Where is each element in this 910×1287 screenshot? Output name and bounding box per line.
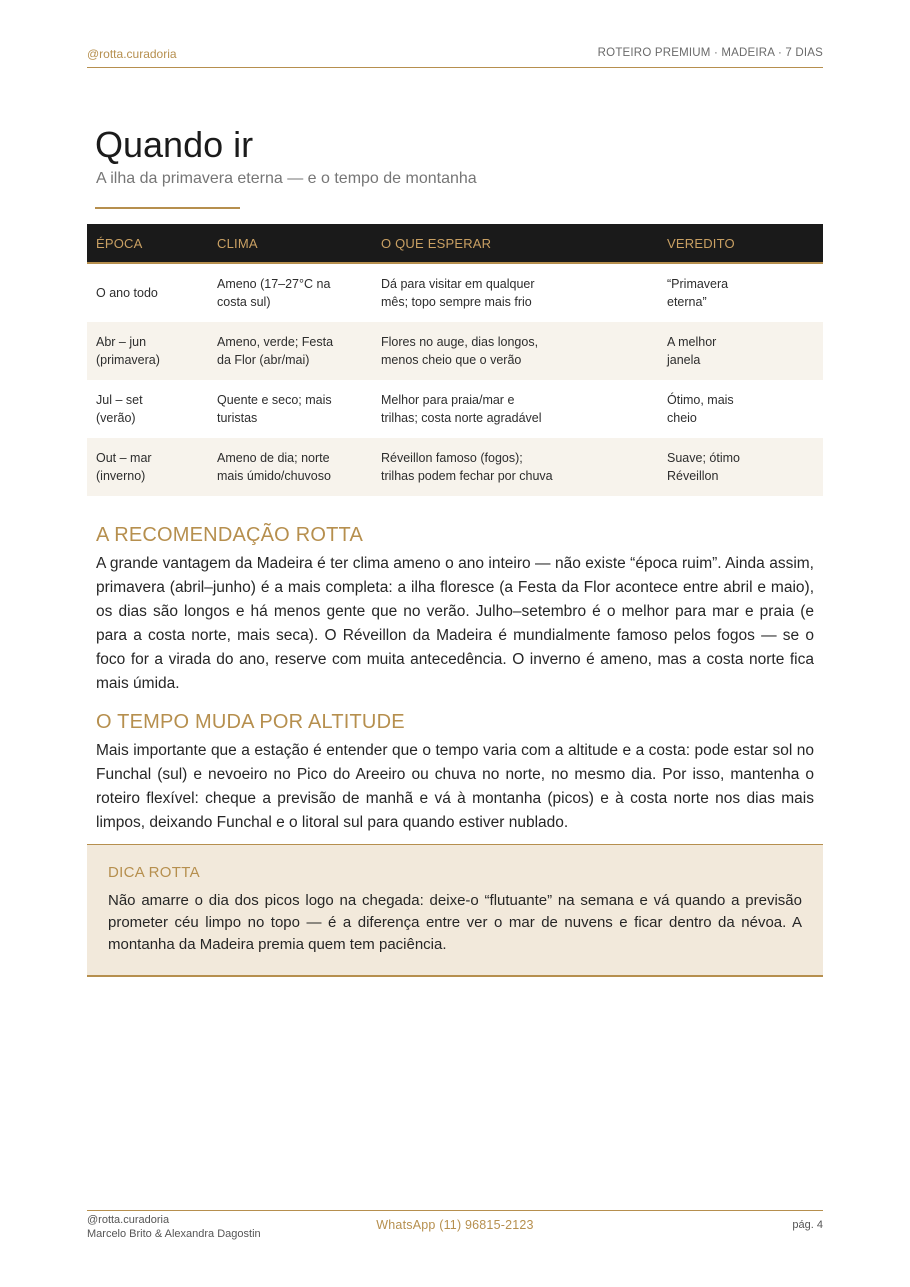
cell-line: trilhas; costa norte agradável	[381, 411, 542, 425]
cell-epoca	[87, 263, 208, 322]
recommendation-heading: A RECOMENDAÇÃO ROTTA	[96, 524, 363, 546]
tip-box	[87, 844, 823, 977]
title-underline	[95, 207, 240, 209]
recommendation-text: A grande vantagem da Madeira é ter clima ameno o ano inteiro — não existe “época ruim”. Ainda assim, primavera (abril–junho) é a mais completa: a ilha floresce (a Festa da Flor acontece entre abril e maio), os dias são longos e há menos gente que no verão. Julho–setembro é o melhor para mar e praia (e para a costa norte, mais seca). O Réveillon da Madeira é mundialmente famoso pelos fogos — se o foco for a virada do ano, reserve com muita antecedência. O inverno é ameno, mas a costa norte fica mais úmida.	[96, 555, 814, 692]
cell-veredito	[658, 322, 823, 380]
cell-veredito	[658, 380, 823, 438]
altitude-heading: O TEMPO MUDA POR ALTITUDE	[96, 711, 405, 733]
cell-veredito	[658, 438, 823, 496]
tip-heading: DICA ROTTA	[108, 864, 200, 881]
altitude-text: Mais importante que a estação é entender que o tempo varia com a altitude e a costa: pode estar sol no Funchal (sul) e nevoeiro no Pico do Areeiro ou chuva no norte, no mesmo dia. Por isso, mantenha o roteiro flexível: cheque a previsão de manhã e vá à montanha (picos) e à costa norte nos dias mais limpos, deixando Funchal e o litoral sul para quando estiver nublado.	[96, 742, 814, 831]
cell-line: Melhor para praia/mar e	[381, 393, 515, 407]
cell-line: (primavera)	[96, 353, 160, 367]
cell-line: Out – mar	[96, 451, 152, 465]
header-handle: @rotta.curadoria	[87, 47, 177, 61]
page-footer	[87, 1210, 823, 1251]
cell-line: Réveillon famoso (fogos);	[381, 451, 523, 465]
cell-line: costa sul)	[217, 295, 271, 309]
cell-line: menos cheio que o verão	[381, 353, 522, 367]
cell-esperar	[372, 322, 658, 380]
cell-line: trilhas podem fechar por chuva	[381, 469, 553, 483]
table-row	[87, 438, 823, 496]
cell-line: Jul – set	[96, 393, 143, 407]
cell-line: mês; topo sempre mais frio	[381, 295, 532, 309]
cell-line: A melhor	[667, 335, 717, 349]
cell-line: (inverno)	[96, 469, 146, 483]
cell-line: “Primavera	[667, 277, 729, 291]
col-header-veredito: VEREDITO	[658, 224, 823, 263]
table-row	[87, 322, 823, 380]
cell-epoca	[87, 322, 208, 380]
col-header-clima: CLIMA	[208, 224, 372, 263]
cell-line: (verão)	[96, 411, 136, 425]
footer-authors: Marcelo Brito & Alexandra Dagostin	[87, 1228, 261, 1240]
cell-line: cheio	[667, 411, 697, 425]
page-header	[87, 47, 823, 68]
footer-page-number: pág. 4	[792, 1219, 823, 1231]
table-row	[87, 263, 823, 322]
cell-clima	[208, 438, 372, 496]
footer-handle: @rotta.curadoria	[87, 1214, 170, 1226]
cell-clima	[208, 322, 372, 380]
cell-line: Ameno (17–27°C na	[217, 277, 331, 291]
cell-line: Suave; ótimo	[667, 451, 740, 465]
cell-line: Ameno, verde; Festa	[217, 335, 334, 349]
page-subtitle: A ilha da primavera eterna — e o tempo de montanha	[96, 170, 477, 187]
cell-line: eterna”	[667, 295, 707, 309]
cell-line: Dá para visitar em qualquer	[381, 277, 535, 291]
cell-esperar	[372, 380, 658, 438]
page-title: Quando ir	[95, 124, 254, 165]
cell-line: turistas	[217, 411, 258, 425]
cell-clima	[208, 263, 372, 322]
cell-line: da Flor (abr/mai)	[217, 353, 310, 367]
col-header-esperar: O QUE ESPERAR	[372, 224, 658, 263]
header-doc-label: ROTEIRO PREMIUM · MADEIRA · 7 DIAS	[597, 47, 823, 59]
footer-whatsapp-contact: WhatsApp (11) 96815-2123	[376, 1218, 534, 1232]
tip-text: Não amarre o dia dos picos logo na chegada: deixe-o “flutuante” na semana e vá quando a previsão prometer céu limpo no topo — é a diferença entre ver o mar de nuvens e ficar dentro da névoa. A montanha da Madeira premia quem tem paciência.	[108, 892, 802, 953]
cell-esperar	[372, 438, 658, 496]
cell-epoca	[87, 438, 208, 496]
cell-esperar	[372, 263, 658, 322]
table-row	[87, 380, 823, 438]
cell-line: O ano todo	[96, 286, 158, 300]
cell-line: Abr – jun	[96, 335, 147, 349]
cell-epoca	[87, 380, 208, 438]
cell-line: Ótimo, mais	[667, 393, 734, 407]
col-header-epoca: ÉPOCA	[87, 224, 208, 263]
cell-clima	[208, 380, 372, 438]
cell-veredito	[658, 263, 823, 322]
cell-line: janela	[667, 353, 701, 367]
table-header-row	[87, 224, 823, 263]
cell-line: Flores no auge, dias longos,	[381, 335, 539, 349]
season-table	[87, 224, 823, 496]
cell-line: Ameno de dia; norte	[217, 451, 330, 465]
cell-line: Quente e seco; mais	[217, 393, 332, 407]
cell-line: Réveillon	[667, 469, 719, 483]
cell-line: mais úmido/chuvoso	[217, 469, 331, 483]
